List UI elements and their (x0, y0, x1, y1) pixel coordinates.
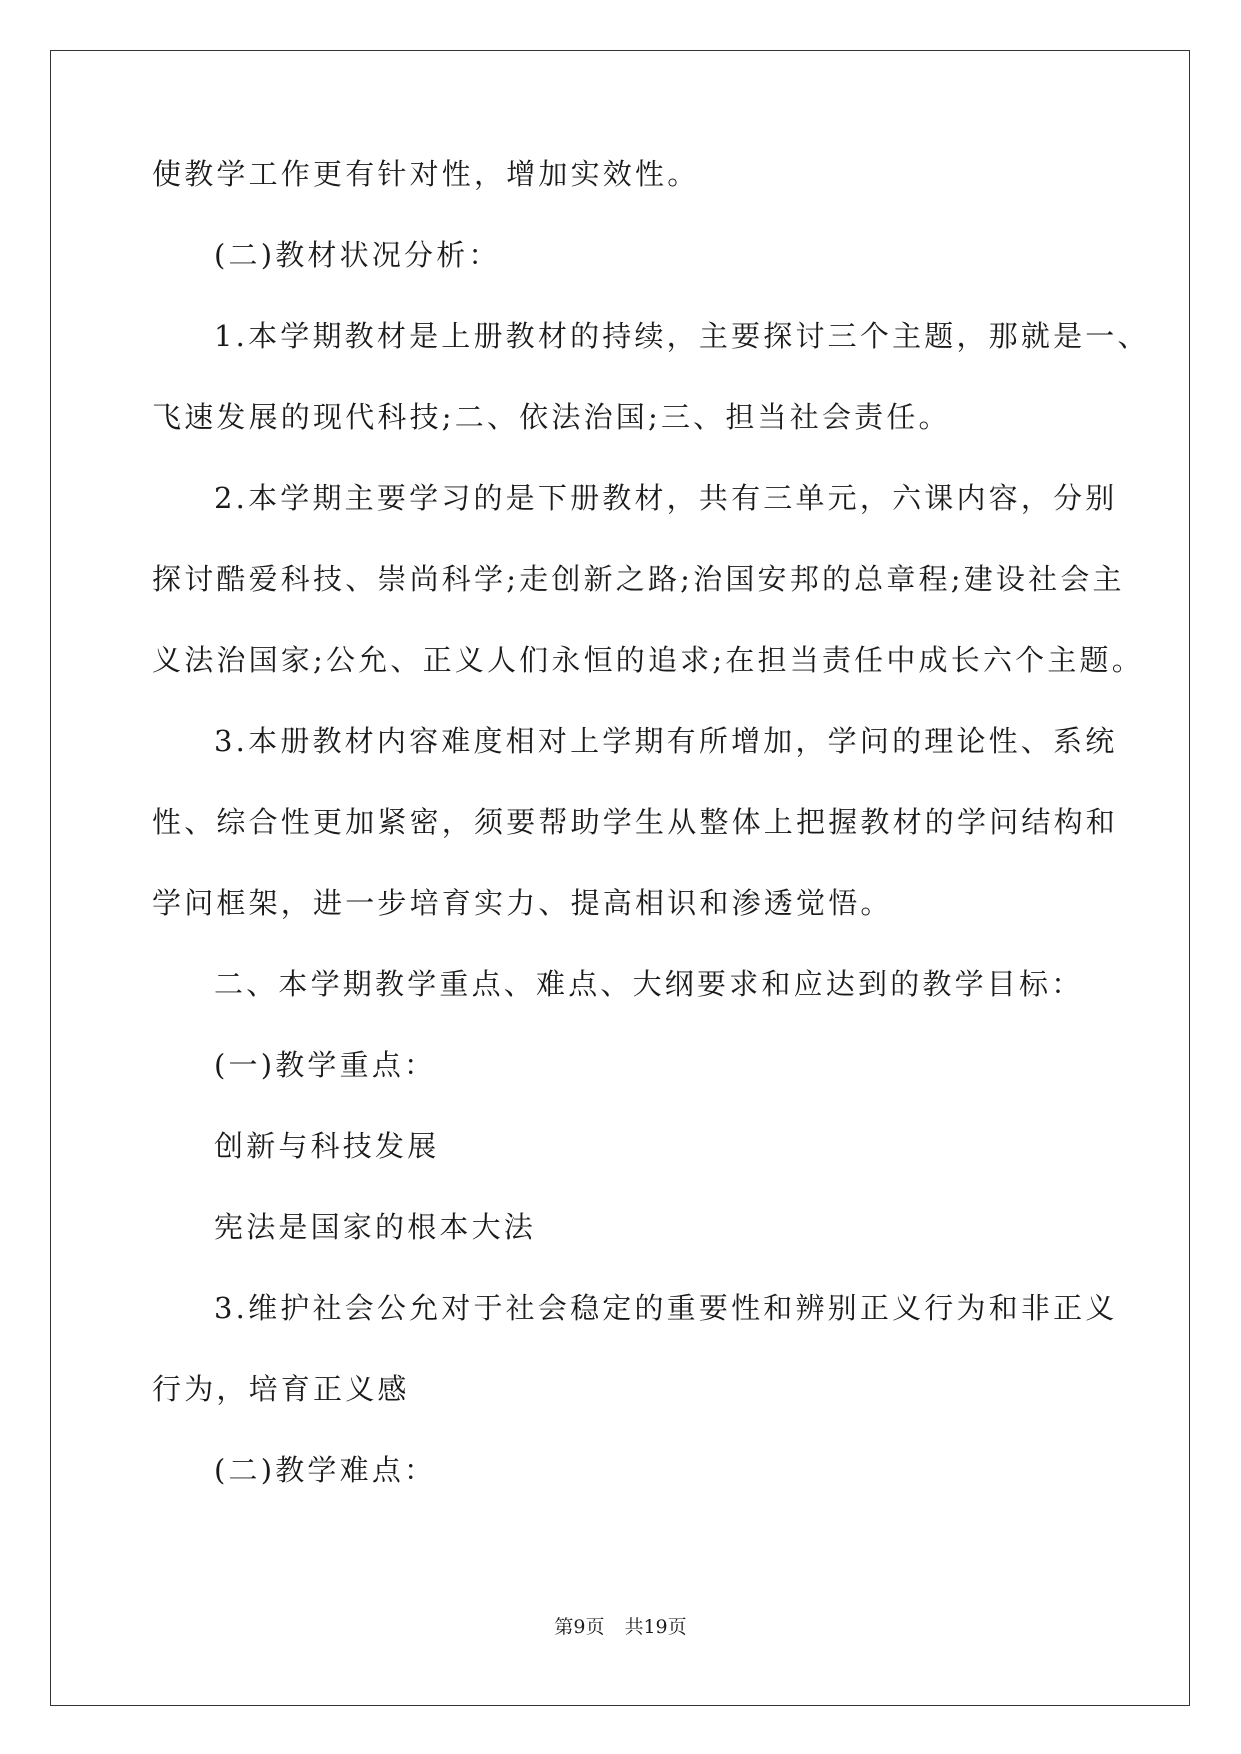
list-item: 3.维护社会公允对于社会稳定的重要性和辨别正义行为和非正义 (214, 1291, 1118, 1325)
paragraph-line: 义法治国家;公允、正义人们永恒的追求;在担当责任中成长六个主题。 (152, 643, 1144, 677)
paragraph-line: 使教学工作更有针对性，增加实效性。 (152, 157, 700, 191)
list-item: 宪法是国家的根本大法 (214, 1210, 537, 1244)
subsection-heading-key-points: (一)教学重点： (214, 1048, 437, 1082)
section-heading-textbook-analysis: (二)教材状况分析： (214, 238, 501, 272)
page-footer (0, 1616, 1241, 1638)
paragraph-line: 飞速发展的现代科技;二、依法治国;三、担当社会责任。 (152, 400, 951, 434)
subsection-heading-difficulties: (二)教学难点： (214, 1453, 437, 1487)
list-item: 创新与科技发展 (214, 1129, 440, 1163)
paragraph-line: 1.本学期教材是上册教材的持续，主要探讨三个主题，那就是一、 (214, 319, 1150, 353)
paragraph-line: 学问框架，进一步培育实力、提高相识和渗透觉悟。 (152, 886, 893, 920)
current-page-number: 第9页 (554, 1616, 605, 1638)
paragraph-line: 2.本学期主要学习的是下册教材，共有三单元，六课内容，分别 (214, 481, 1118, 515)
paragraph-line: 探讨酷爱科技、崇尚科学;走创新之路;治国安邦的总章程;建设社会主 (152, 562, 1125, 596)
paragraph-line: 3.本册教材内容难度相对上学期有所增加，学问的理论性、系统 (214, 724, 1118, 758)
paragraph-line: 行为，培育正义感 (152, 1372, 410, 1406)
document-body (152, 157, 1150, 1537)
section-heading-teaching-goals: 二、本学期教学重点、难点、大纲要求和应达到的教学目标： (214, 967, 1084, 1001)
total-page-count: 共19页 (624, 1616, 687, 1638)
paragraph-line: 性、综合性更加紧密，须要帮助学生从整体上把握教材的学问结构和 (152, 805, 1119, 839)
